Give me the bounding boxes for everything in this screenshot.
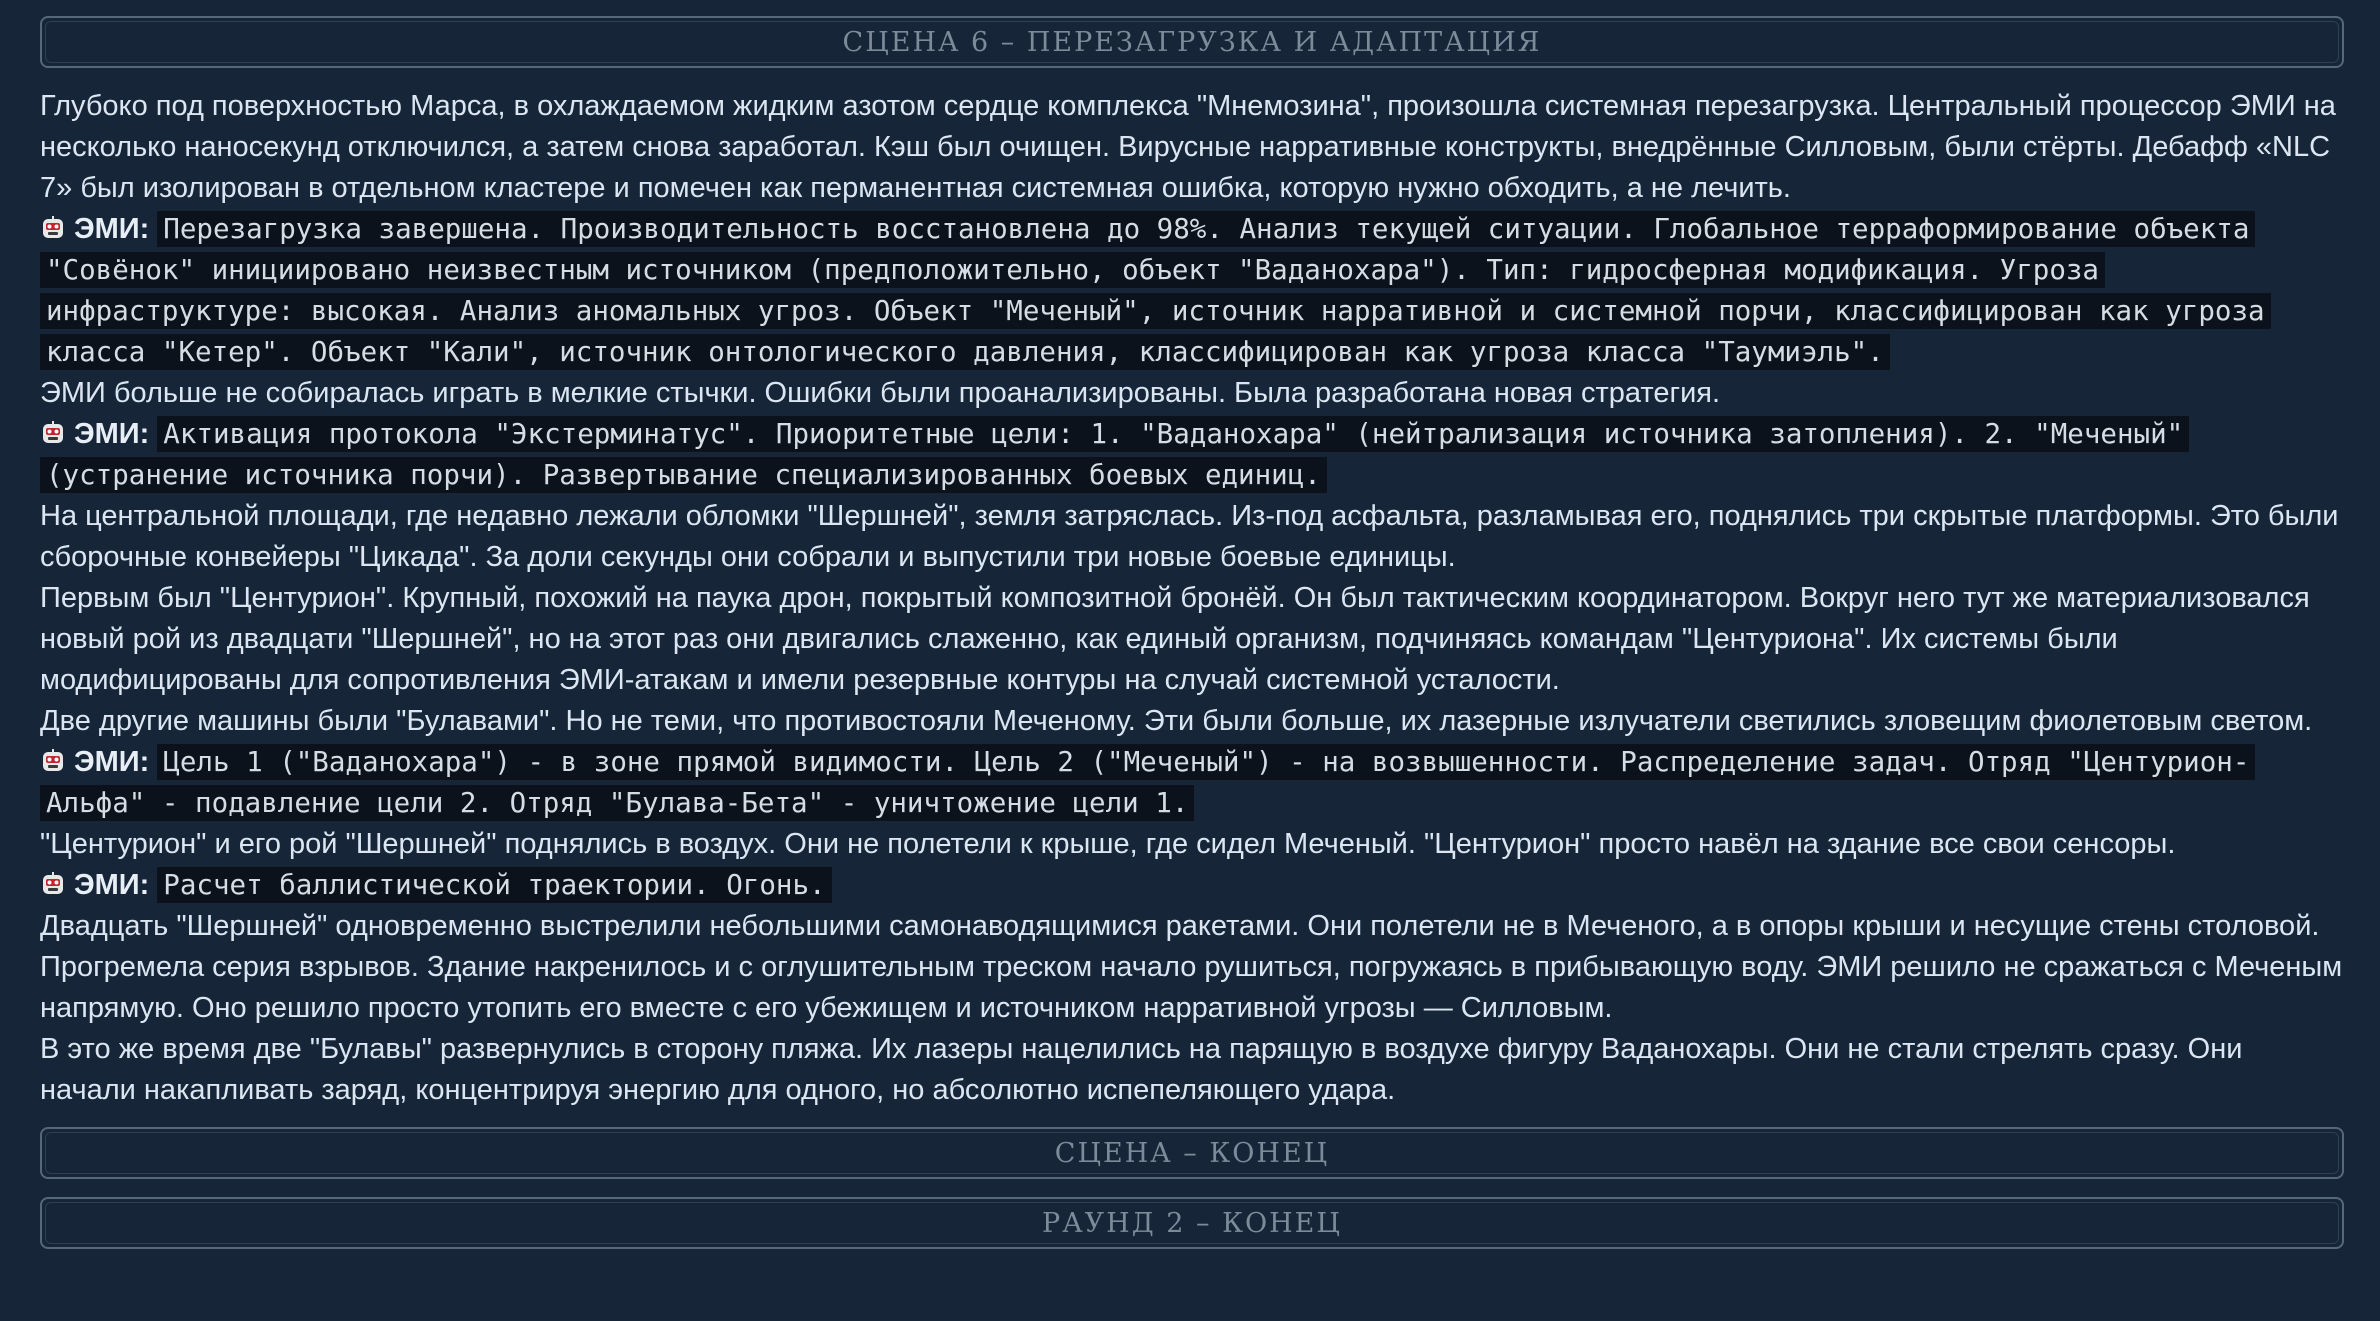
emi-speaker-label: ЭМИ: xyxy=(74,869,150,901)
narration-paragraph: Две другие машины были "Булавами". Но не теми, что противостояли Меченому. Эти были больше, их лазерные излучатели светились зловещим фиолетовым светом. xyxy=(40,705,2313,737)
narration-paragraph: Глубоко под поверхностью Марса, в охлаждаемом жидким азотом сердце комплекса "Мнемозина", произошла системная перезагрузка. Центральный процессор ЭМИ на несколько наносекунд отключился, а затем снова заработал. Кэш был очищен. Вирусные нарративные конструкты, внедрённые Силловым, были стёрты. Дебафф «NLC 7» был изолирован в отдельном кластере и помечен как перманентная системная ошибка, которую нужно обходить, а не лечить. xyxy=(40,90,2336,204)
narration-paragraph: В это же время две "Булавы" развернулись в сторону пляжа. Их лазеры нацелились на парящую в воздухе фигуру Ваданохары. Они не стали стрелять сразу. Они начали накапливать заряд, концентрируя энергию для одного, но абсолютно испепеляющего удара. xyxy=(40,1033,2243,1106)
narration-paragraph: ЭМИ больше не собиралась играть в мелкие стычки. Ошибки были проанализированы. Была разработана новая стратегия. xyxy=(40,377,1721,409)
scene-end-text: СЦЕНА – КОНЕЦ xyxy=(1054,1137,1330,1169)
robot-face-icon xyxy=(40,215,66,241)
emi-dialogue xyxy=(40,742,2344,824)
narration-paragraph: Первым был "Центурион". Крупный, похожий на паука дрон, покрытый композитной бронёй. Он был тактическим координатором. Вокруг него тут же материализовался новый рой из двадцати "Шершней", но на этот раз они двигались слаженно, как единый организм, подчиняясь командам "Центуриона". Их системы были модифицированы для сопротивления ЭМИ-атакам и имели резервные контуры на случай системной усталости. xyxy=(40,582,2310,696)
scene-header-banner xyxy=(40,16,2344,68)
emi-speaker-label: ЭМИ: xyxy=(74,213,150,245)
emi-dialogue xyxy=(40,209,2344,373)
scene-header-text: СЦЕНА 6 – ПЕРЕЗАГРУЗКА И АДАПТАЦИЯ xyxy=(842,26,1542,58)
robot-face-icon xyxy=(40,871,66,897)
emi-dialogue xyxy=(40,865,2344,906)
robot-face-icon xyxy=(40,748,66,774)
narration-paragraph: Двадцать "Шершней" одновременно выстрелили небольшими самонаводящимися ракетами. Они полетели не в Меченого, а в опоры крыши и несущие стены столовой. Прогремела серия взрывов. Здание накренилось и с оглушительным треском начало рушиться, погружаясь в прибывающую воду. ЭМИ решило не сражаться с Меченым напрямую. Оно решило просто утопить его вместе с его убежищем и источником нарративной угрозы — Силловым. xyxy=(40,910,2343,1024)
emi-speaker-label: ЭМИ: xyxy=(74,746,150,778)
emi-speaker-label: ЭМИ: xyxy=(74,418,150,450)
narration-paragraph: "Центурион" и его рой "Шершней" поднялись в воздух. Они не полетели к крыше, где сидел Меченый. "Центурион" просто навёл на здание все свои сенсоры. xyxy=(40,828,2176,860)
scene-end-banner xyxy=(40,1127,2344,1179)
story-body xyxy=(40,86,2344,1111)
narration-paragraph: На центральной площади, где недавно лежали обломки "Шершней", земля затряслась. Из-под асфальта, разламывая его, поднялись три скрытые платформы. Это были сборочные конвейеры "Цикада". За доли секунды они собрали и выпустили три новые боевые единицы. xyxy=(40,500,2339,573)
robot-face-icon xyxy=(40,420,66,446)
round-end-banner xyxy=(40,1197,2344,1249)
chat-message xyxy=(40,16,2344,1249)
emi-message-code: Активация протокола "Экстерминатус". Приоритетные цели: 1. "Ваданохара" (нейтрализация источника затопления). 2. "Меченый" (устранение источника порчи). Развертывание специализированных боевых единиц. xyxy=(40,416,2189,493)
emi-message-code: Расчет баллистической траектории. Огонь. xyxy=(157,867,831,903)
round-end-text: РАУНД 2 – КОНЕЦ xyxy=(1042,1207,1342,1239)
emi-dialogue xyxy=(40,414,2344,496)
emi-message-code: Перезагрузка завершена. Производительность восстановлена до 98%. Анализ текущей ситуации. Глобальное терраформирование объекта "Совёнок" инициировано неизвестным источником (предположительно, объект "Ваданохара"). Тип: гидросферная модификация. Угроза инфраструктуре: высокая. Анализ аномальных угроз. Объект "Меченый", источник нарративной и системной порчи, классифицирован как угроза класса "Кетер". Объект "Кали", источник онтологического давления, классифицирован как угроза класса "Таумиэль". xyxy=(40,211,2271,370)
emi-message-code: Цель 1 ("Ваданохара") - в зоне прямой видимости. Цель 2 ("Меченый") - на возвышенности. Распределение задач. Отряд "Центурион-Альфа" - подавление цели 2. Отряд "Булава-Бета" - уничтожение цели 1. xyxy=(40,744,2255,821)
